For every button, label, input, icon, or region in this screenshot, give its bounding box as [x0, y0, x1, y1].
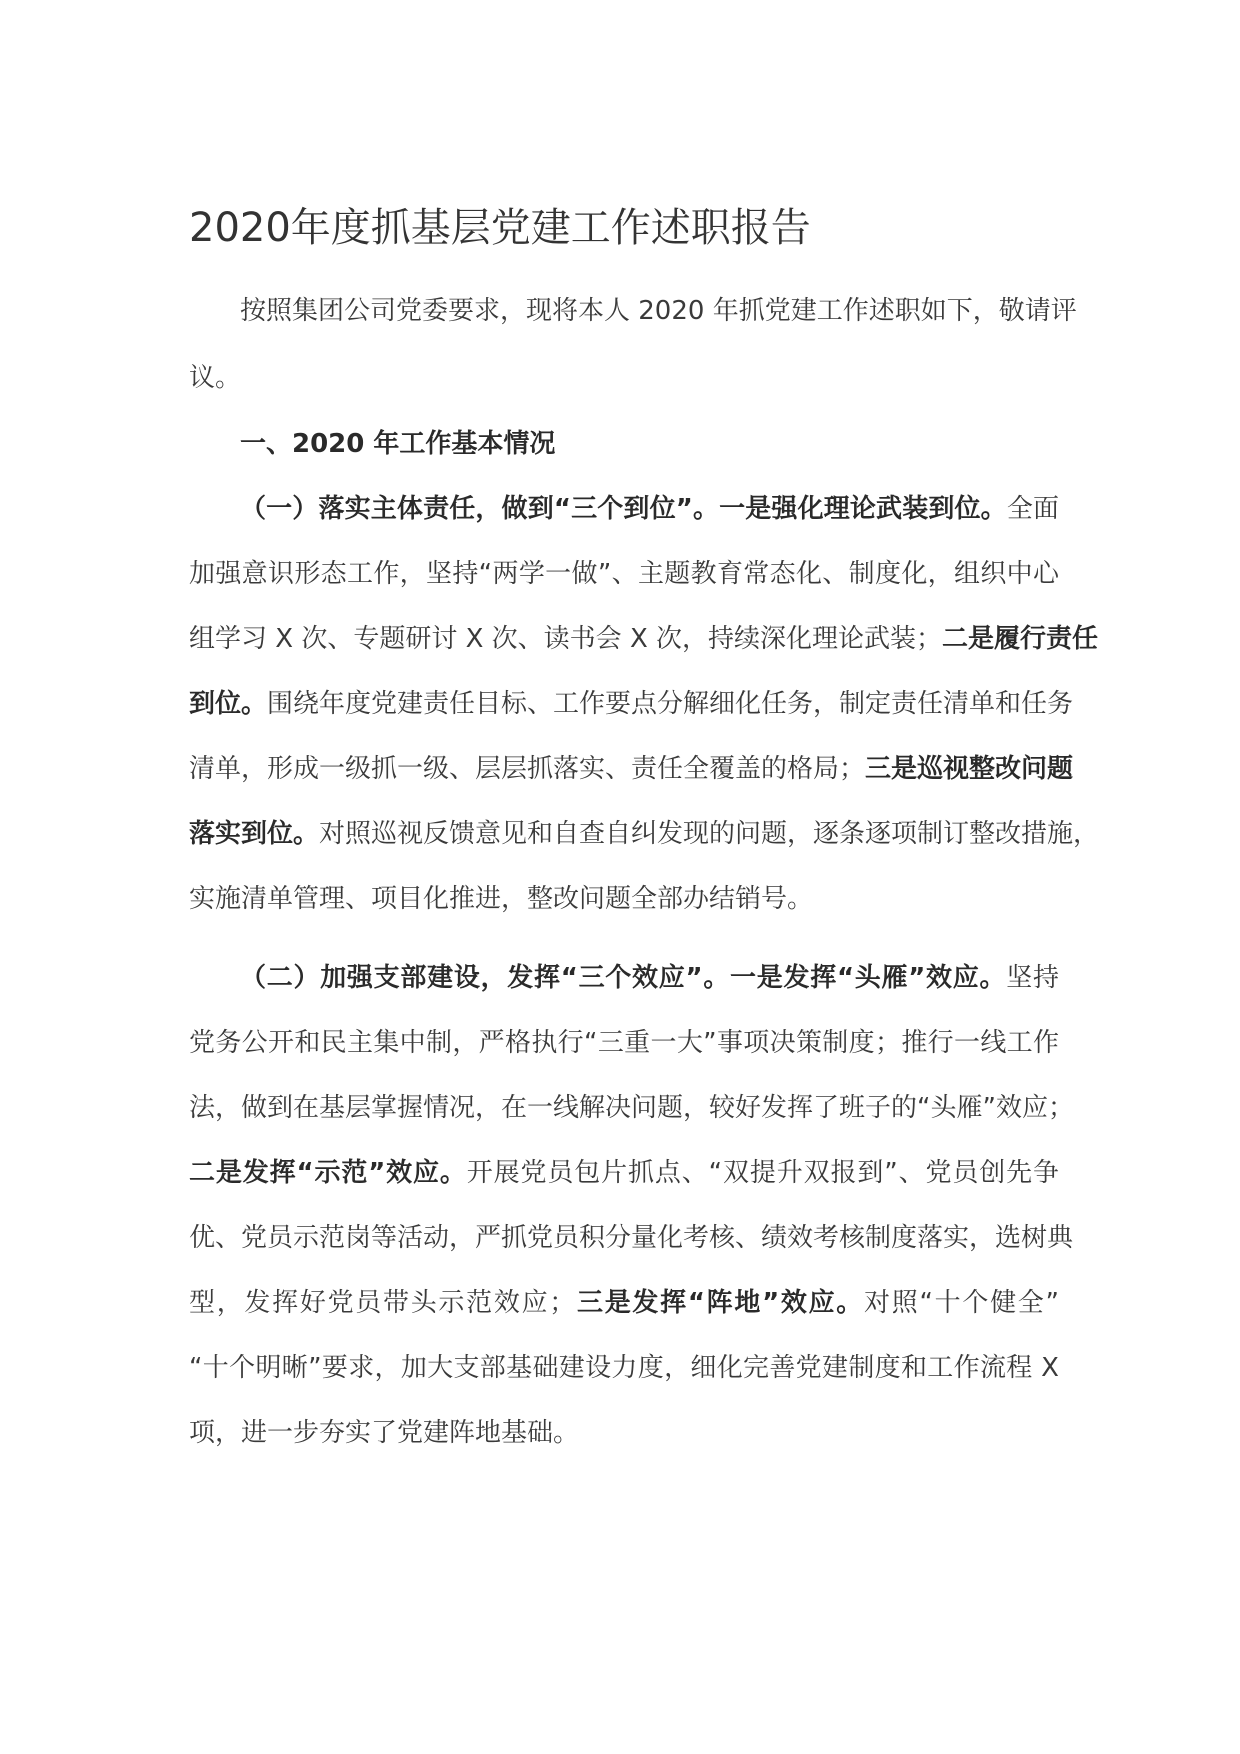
body-text: 党务公开和民主集中制，严格执行“三重一大”事项决策制度；推行一线工作: [189, 1028, 1059, 1058]
paragraph-line: [189, 814, 1100, 854]
body-text: 围绕年度党建责任目标、工作要点分解细化任务，制定责任清单和任务: [267, 689, 1074, 719]
body-text: 组学习 X 次、专题研讨 X 次、读书会 X 次，持续深化理论武装；: [189, 624, 943, 654]
paragraph-line: [189, 619, 1099, 659]
body-text: 开展党员包片抓点、“双提升双报到”、党员创先争: [466, 1158, 1059, 1188]
paragraph-line: [189, 879, 1059, 919]
body-text: 对照巡视反馈意见和自查自纠发现的问题，逐条逐项制订整改措施，: [319, 819, 1100, 849]
paragraph-line: [189, 554, 1059, 594]
paragraph-line: [189, 1413, 1059, 1453]
body-text: 对照“十个健全”: [864, 1288, 1059, 1318]
paragraph-line: [189, 1153, 1059, 1193]
body-text: 型，发挥好党员带头示范效应；: [189, 1288, 576, 1318]
bold-text: 到位。: [189, 689, 268, 719]
body-text: 按照集团公司党委要求，现将本人 2020 年抓党建工作述职如下，敬请评: [240, 296, 1077, 326]
bold-text: 三是巡视整改问题: [865, 754, 1074, 784]
paragraph-line: [189, 1023, 1059, 1063]
body-text: 优、党员示范岗等活动，严抓党员积分量化考核、绩效考核制度落实，选树典: [189, 1223, 1074, 1253]
section-heading: [240, 424, 1059, 464]
paragraph-line: [189, 684, 1074, 724]
body-text: 清单，形成一级抓一级、层层抓落实、责任全覆盖的格局；: [189, 754, 866, 784]
body-text: 全面: [1006, 494, 1059, 524]
body-text: “十个明晰”要求，加大支部基础建设力度，细化完善党建制度和工作流程 X: [189, 1353, 1059, 1383]
paragraph-line: [240, 291, 1077, 331]
body-text: 议。: [189, 363, 242, 393]
bold-text: 二是履行责任: [942, 624, 1099, 654]
body-text: 项，进一步夯实了党建阵地基础。: [189, 1418, 580, 1448]
body-text: 法，做到在基层掌握情况，在一线解决问题，较好发挥了班子的“头雁”效应；: [189, 1093, 1074, 1123]
paragraph-line: [189, 1088, 1074, 1128]
paragraph-line: [189, 749, 1074, 789]
body-text: 加强意识形态工作，坚持“两学一做”、主题教育常态化、制度化，组织中心: [189, 559, 1059, 589]
paragraph-line: [189, 358, 1059, 398]
bold-text: 三是发挥“阵地”效应。: [575, 1288, 865, 1318]
bold-text: 一、2020 年工作基本情况: [240, 429, 556, 459]
bold-text: 落实到位。: [189, 819, 320, 849]
paragraph-line: [189, 1218, 1074, 1258]
bold-text: （一）落实主体责任，做到“三个到位”。一是强化理论武装到位。: [240, 494, 1007, 524]
paragraph-line: [240, 489, 1059, 529]
paragraph-line: [240, 958, 1059, 998]
paragraph-line: [189, 1348, 1059, 1388]
paragraph-line: [189, 1283, 1059, 1323]
body-text: 坚持: [1006, 963, 1059, 993]
document-title: 2020年度抓基层党建工作述职报告: [189, 205, 811, 251]
bold-text: （二）加强支部建设，发挥“三个效应”。一是发挥“头雁”效应。: [240, 963, 1007, 993]
body-text: 实施清单管理、项目化推进，整改问题全部办结销号。: [189, 884, 814, 914]
bold-text: 二是发挥“示范”效应。: [189, 1158, 467, 1188]
